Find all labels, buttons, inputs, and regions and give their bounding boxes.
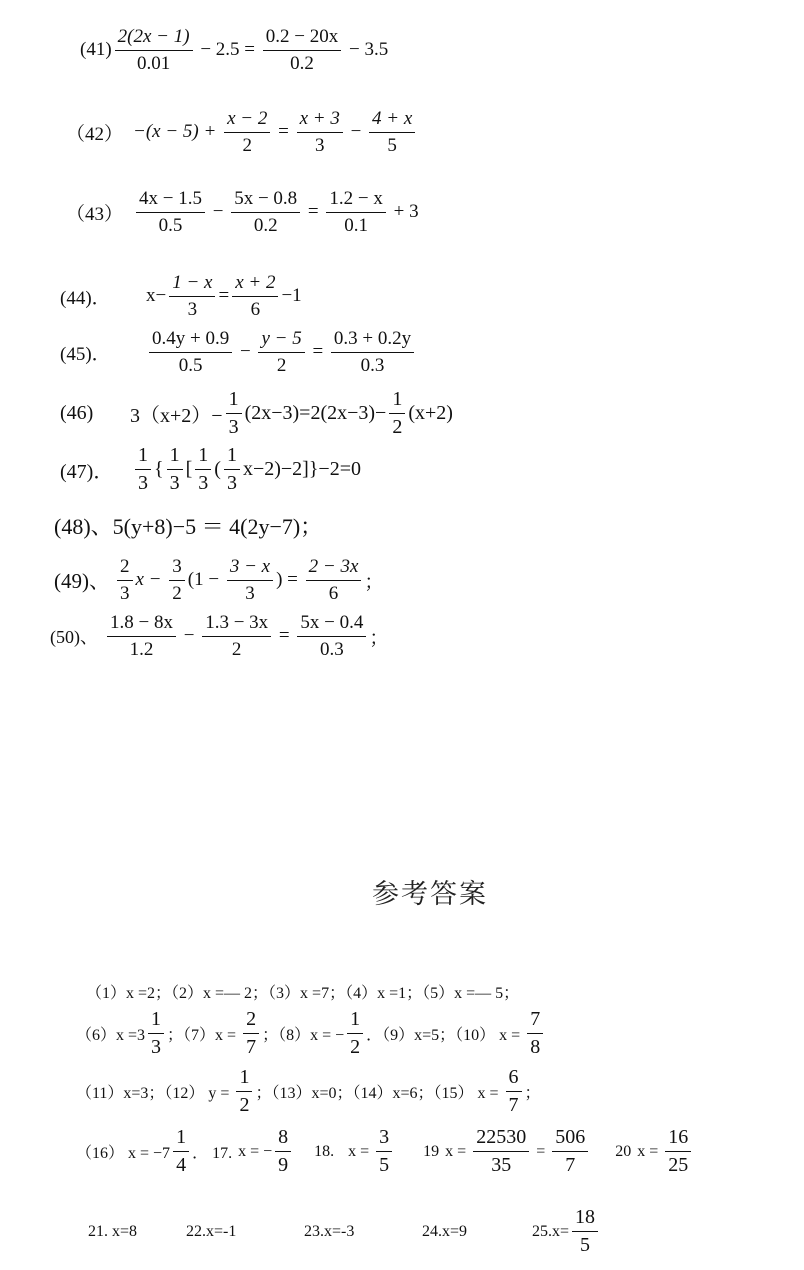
answer-text: （1）x =2；（2）x =— 2；（3）x =7；（4）x =1；（5）x =— 5；: [86, 985, 520, 1002]
expression-text: ；: [369, 627, 389, 649]
expression-text: x−2)−2]}−2=0: [242, 458, 361, 480]
problem-48: [54, 510, 322, 541]
answer-text: 21. x=8: [88, 1222, 138, 1240]
expression-text: 5(y+8)−5 ＝ 4(2y−7)；: [112, 514, 323, 539]
problem-label: (46): [60, 402, 94, 424]
fraction: $\frac{1}{3}$: [167, 444, 183, 495]
fraction: $\frac{1}{3}$: [226, 388, 242, 439]
fraction: $\frac{506}{7}$: [552, 1126, 588, 1177]
expression-text: − 2.5 =: [195, 39, 260, 61]
problem-label: (45)．: [60, 343, 111, 365]
expression-text: (: [214, 458, 221, 480]
expression-text: =: [307, 341, 328, 363]
fraction: $\frac{1.8 - 8x}{1.2}$: [107, 612, 176, 661]
answer-text: ；（13）x=0；（14）x=6；（15） x =: [255, 1085, 503, 1102]
fraction: $\frac{2(2x - 1)}{0.01}$: [115, 26, 193, 75]
fraction: $\frac{3 - x}{3}$: [227, 556, 273, 605]
answer-text: 25.x=: [532, 1222, 570, 1240]
answer-text: ．（9）x=5；（10） x =: [366, 1027, 525, 1044]
answer-row-2: [76, 1008, 546, 1059]
expression-text: x−: [146, 285, 167, 307]
expression-text: −: [207, 201, 229, 223]
expression-text: =: [274, 625, 295, 647]
expression-text: =: [303, 201, 324, 223]
answer-text: x =: [348, 1142, 374, 1160]
problem-label: (48)、: [54, 514, 113, 539]
fraction: $\frac{x + 2}{6}$: [232, 272, 278, 321]
fraction: $\frac{1}{3}$: [195, 444, 211, 495]
fraction: $\frac{1}{3}$: [135, 444, 151, 495]
expression-text: [: [185, 458, 193, 480]
expression-text: =: [273, 121, 294, 143]
answer-text: x = −: [238, 1142, 273, 1160]
problem-43: [66, 188, 419, 237]
answer-text: x =: [637, 1142, 663, 1160]
expression-text: (2x−3)=2(2x−3)−: [244, 402, 387, 424]
fraction: $\frac{7}{8}$: [527, 1008, 543, 1059]
answer-row-1: [86, 980, 519, 1003]
fraction: $\frac{0.3 + 0.2y}{0.3}$: [331, 328, 414, 377]
problem-50: [50, 612, 388, 661]
fraction: $\frac{y - 5}{2}$: [258, 328, 304, 377]
problem-46: [60, 388, 453, 439]
fraction: $\frac{16}{25}$: [665, 1126, 691, 1177]
answer-text: 22.x=-1: [186, 1222, 237, 1240]
fraction: $\frac{8}{9}$: [275, 1126, 291, 1177]
answer-text: ；: [524, 1085, 541, 1102]
answer-text: 19: [423, 1142, 440, 1160]
fraction: $\frac{6}{7}$: [506, 1066, 522, 1117]
fraction: $\frac{1}{4}$: [173, 1126, 189, 1177]
answer-text: ；（7）x =: [167, 1027, 241, 1044]
fraction: $\frac{3}{5}$: [376, 1126, 392, 1177]
answer-text: 23.x=-3: [304, 1222, 355, 1240]
expression-text: x −: [135, 569, 167, 591]
answer-text: =: [532, 1142, 550, 1160]
fraction: $\frac{1.3 - 3x}{2}$: [202, 612, 271, 661]
problem-49: [54, 556, 383, 605]
fraction: $\frac{1}{2}$: [347, 1008, 363, 1059]
fraction: $\frac{2 - 3x}{6}$: [306, 556, 362, 605]
problem-label: （43）: [66, 203, 124, 225]
expression-text: − 3.5: [344, 39, 389, 61]
problem-label: (41): [80, 39, 112, 61]
problem-45: [60, 328, 417, 377]
answer-text: ；（8）x = −: [262, 1027, 345, 1044]
fraction: $\frac{18}{5}$: [572, 1206, 598, 1257]
problem-label: （42）: [66, 123, 124, 145]
fraction: $\frac{5x - 0.8}{0.2}$: [231, 188, 300, 237]
answer-text: （16） x = −7: [76, 1145, 171, 1162]
expression-text: ) =: [276, 569, 303, 591]
problem-label: (44)．: [60, 287, 111, 309]
fraction: $\frac{1}{2}$: [389, 388, 405, 439]
expression-text: −(x − 5) +: [133, 121, 222, 143]
expression-text: −: [345, 121, 367, 143]
fraction: $\frac{4 + x}{5}$: [369, 108, 415, 157]
expression-text: (x+2): [408, 402, 453, 424]
fraction: $\frac{3}{2}$: [169, 556, 185, 605]
answer-text: （6）x =3: [76, 1027, 146, 1044]
problem-44: [60, 272, 302, 321]
answer-text: x =: [445, 1142, 471, 1160]
expression-text: −: [178, 625, 200, 647]
problem-label: (49)、: [54, 569, 110, 594]
problem-label: (50)、: [50, 627, 98, 648]
expression-text: −1: [281, 285, 302, 307]
answers-title: 参考答案: [372, 879, 488, 910]
answer-text: （11）x=3；（12） y =: [76, 1085, 234, 1102]
fraction: $\frac{1.2 - x}{0.1}$: [326, 188, 385, 237]
expression-text: ；: [364, 571, 384, 593]
answer-text: ． 17.: [192, 1145, 233, 1162]
answer-text: 18.: [314, 1142, 335, 1160]
expression-text: 3（x+2）−: [130, 405, 223, 427]
fraction: $\frac{0.4y + 0.9}{0.5}$: [149, 328, 232, 377]
fraction: $\frac{x + 3}{3}$: [297, 108, 343, 157]
expression-text: =: [218, 285, 230, 307]
expression-text: (1 −: [187, 569, 224, 591]
answer-row-5: [88, 1206, 601, 1257]
answer-row-4: [76, 1126, 694, 1177]
problem-label: (47)．: [60, 461, 114, 483]
fraction: $\frac{0.2 - 20x}{0.2}$: [263, 26, 341, 75]
fraction: $\frac{4x - 1.5}{0.5}$: [136, 188, 205, 237]
expression-text: + 3: [388, 201, 419, 223]
expression-text: −: [235, 341, 256, 363]
fraction: $\frac{1 - x}{3}$: [169, 272, 215, 321]
fraction: $\frac{2}{7}$: [243, 1008, 259, 1059]
fraction: $\frac{5x - 0.4}{0.3}$: [297, 612, 366, 661]
fraction: $\frac{1}{3}$: [224, 444, 240, 495]
answer-text: 20: [615, 1142, 632, 1160]
fraction: $\frac{x - 2}{2}$: [224, 108, 270, 157]
fraction: $\frac{1}{3}$: [148, 1008, 164, 1059]
fraction: $\frac{1}{2}$: [236, 1066, 252, 1117]
problem-42: [66, 108, 418, 157]
answer-text: 24.x=9: [422, 1222, 468, 1240]
problem-47: [60, 444, 361, 495]
answer-row-3: [76, 1066, 541, 1117]
fraction: $\frac{2}{3}$: [117, 556, 133, 605]
expression-text: {: [154, 458, 164, 480]
problem-41: [80, 26, 388, 75]
fraction: $\frac{22530}{35}$: [473, 1126, 529, 1177]
